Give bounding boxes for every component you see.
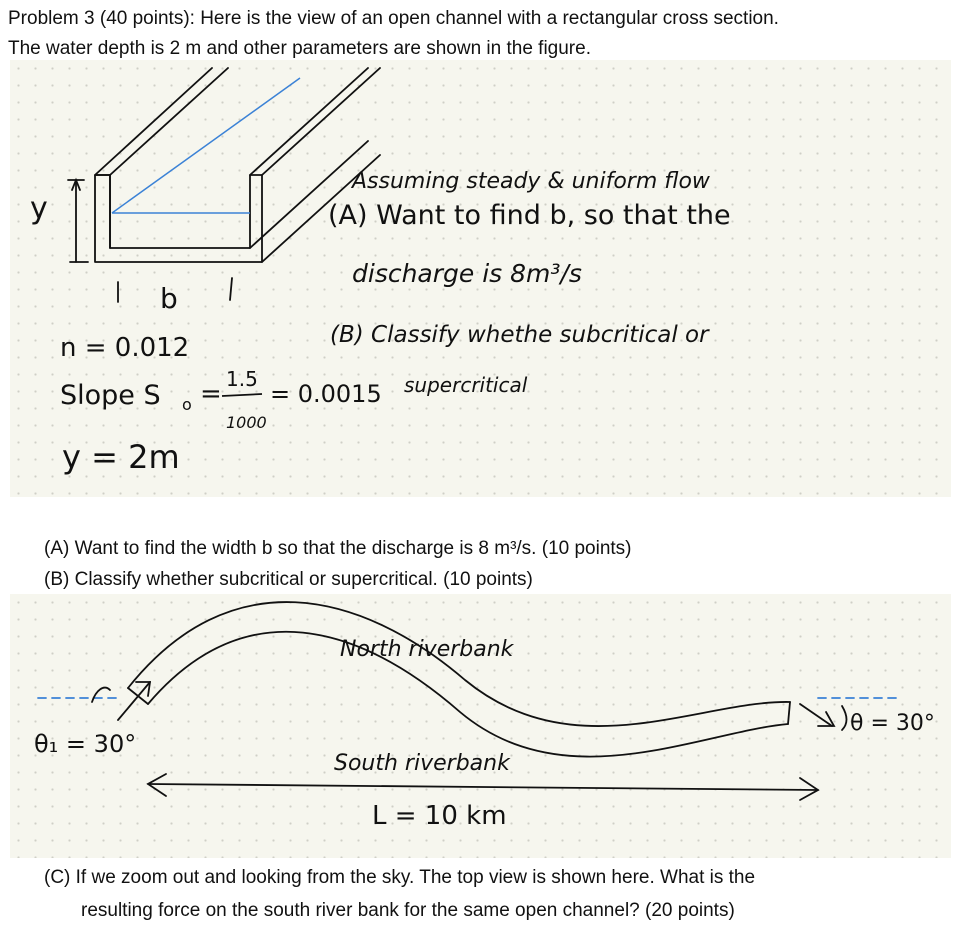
question-c-line-2: resulting force on the south river bank for the same open channel? (20 points) [81, 900, 735, 921]
channel-top-edge-left [95, 68, 212, 175]
water-surface [112, 78, 300, 213]
note-part-a: (A) Want to find b, so that the [328, 200, 731, 231]
manning-n-label: n = 0.012 [60, 333, 190, 363]
slope-equals: = [200, 379, 222, 409]
river-channel-sketch [128, 602, 790, 757]
question-b: (B) Classify whether subcritical or supercritical. (10 points) [44, 569, 533, 590]
channel-top-edge-inner [110, 68, 228, 175]
note-supercritical: supercritical [404, 373, 528, 397]
slope-label: Slope S [60, 380, 161, 411]
question-c [44, 861, 755, 927]
theta1-label: θ₁ = 30° [34, 730, 137, 758]
theta2-label: θ = 30° [850, 711, 935, 736]
channel-floor-edge [250, 141, 368, 248]
length-arrow [148, 774, 818, 800]
south-riverbank-label: South riverbank [334, 751, 510, 776]
intro-line-1: Problem 3 (40 points): Here is the view of an open channel with a rectangular cross section. [8, 8, 779, 29]
y-label: y [30, 191, 48, 226]
question-a: (A) Want to find the width b so that the discharge is 8 m³/s. (10 points) [44, 538, 632, 559]
b-label: b [160, 282, 178, 315]
channel-top-edge-right [262, 68, 380, 175]
slope-fraction-bar [222, 394, 262, 396]
intro-line-2: The water depth is 2 m and other parameters are shown in the figure. [8, 38, 591, 59]
slope-subscript: o [182, 395, 192, 414]
slope-numerator: 1.5 [226, 367, 258, 391]
depth-label: y = 2m [62, 438, 180, 476]
channel-sketch [95, 68, 380, 262]
note-part-b: (B) Classify whethe subcritical or [330, 322, 709, 348]
channel-front-section [95, 175, 262, 262]
north-riverbank-label: North riverbank [340, 637, 514, 662]
note-discharge: discharge is 8m³/s [352, 259, 582, 288]
slope-denominator: 1000 [226, 413, 267, 432]
north-riverbank-curve [128, 602, 790, 726]
slope-value: = 0.0015 [270, 380, 382, 408]
channel-top-edge-right-inner [250, 68, 368, 175]
length-label: L = 10 km [372, 801, 507, 831]
question-c-line-1: (C) If we zoom out and looking from the sky. The top view is shown here. What is the [44, 867, 756, 888]
y-dimension-marker [68, 180, 88, 262]
note-assumption: Assuming steady & uniform flow [352, 169, 710, 194]
inlet-angle-marker [38, 682, 150, 720]
questions-a-b [44, 533, 632, 595]
